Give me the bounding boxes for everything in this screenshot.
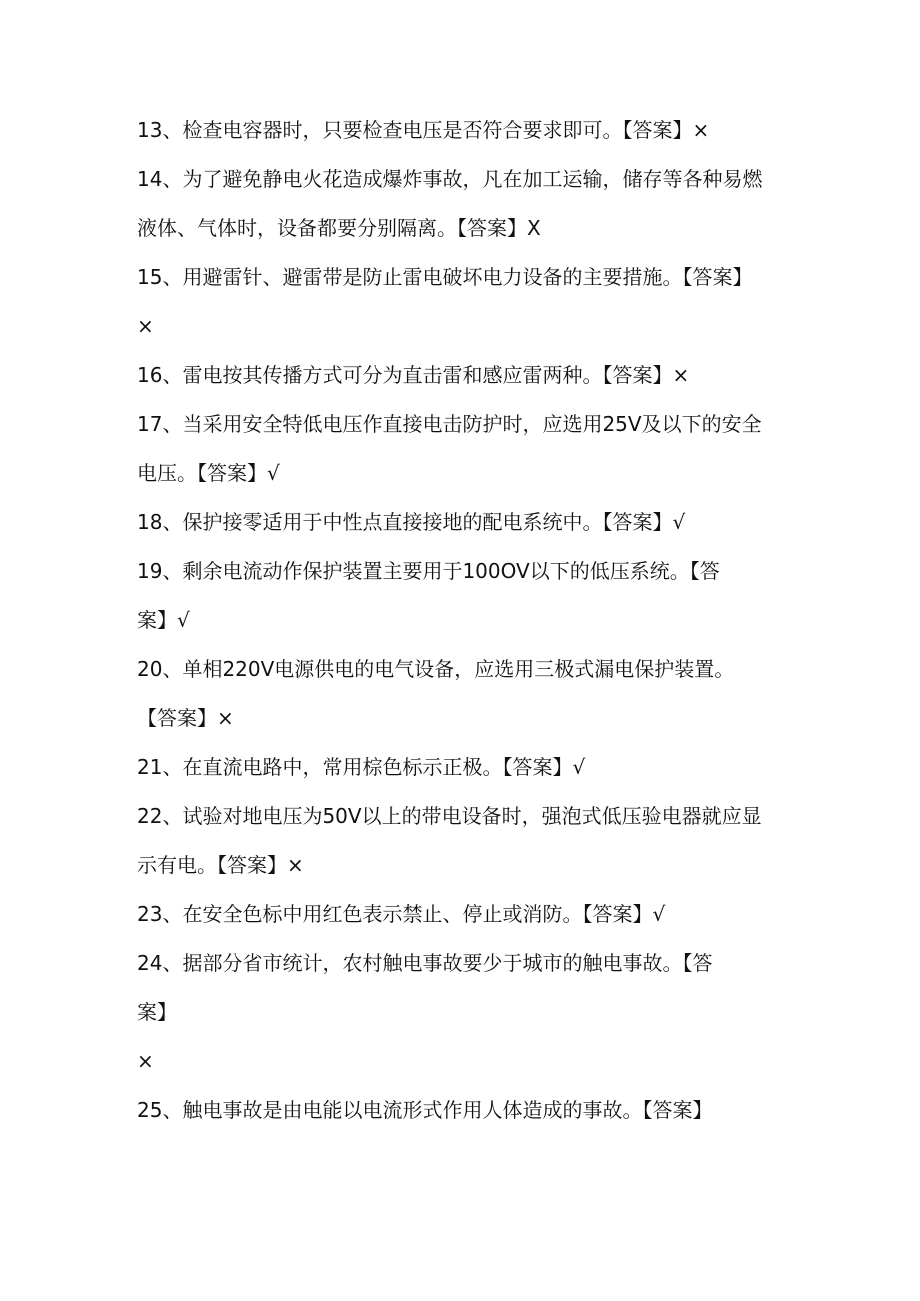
text-line-4: 15、用避雷针、避雷带是防止雷电破坏电力设备的主要措施。【答案】 — [137, 265, 753, 289]
text-line-16: 示有电。【答案】× — [137, 853, 304, 877]
text-line-3: 液体、气体时，设备都要分别隔离。【答案】X — [137, 216, 541, 240]
text-line-14: 21、在直流电路中，常用棕色标示正极。【答案】√ — [137, 755, 586, 779]
text-line-15: 22、试验对地电压为50V以上的带电设备时，强泡式低压验电器就应显 — [137, 804, 762, 828]
text-line-21: 25、触电事故是由电能以电流形式作用人体造成的事故。【答案】 — [137, 1098, 713, 1122]
text-line-17: 23、在安全色标中用红色表示禁止、停止或消防。【答案】√ — [137, 902, 666, 926]
text-line-13: 【答案】× — [137, 706, 234, 730]
text-line-18: 24、据部分省市统计，农村触电事故要少于城市的触电事故。【答 — [137, 951, 713, 975]
text-line-11: 案】√ — [137, 608, 190, 632]
text-line-19: 案】 — [137, 1000, 177, 1024]
text-line-20: × — [137, 1049, 154, 1073]
text-line-1: 13、检查电容器时，只要检查电压是否符合要求即可。【答案】× — [137, 118, 710, 142]
text-line-10: 19、剩余电流动作保护装置主要用于100OV以下的低压系统。【答 — [137, 559, 720, 583]
text-line-5: × — [137, 314, 154, 338]
text-line-7: 17、当采用安全特低电压作直接电击防护时，应选用25V及以下的安全 — [137, 412, 762, 436]
text-line-9: 18、保护接零适用于中性点直接接地的配电系统中。【答案】√ — [137, 510, 686, 534]
text-line-12: 20、单相220V电源供电的电气设备，应选用三极式漏电保护装置。 — [137, 657, 735, 681]
text-line-2: 14、为了避免静电火花造成爆炸事故，凡在加工运输，储存等各种易燃 — [137, 167, 763, 191]
text-line-6: 16、雷电按其传播方式可分为直击雷和感应雷两种。【答案】× — [137, 363, 690, 387]
text-line-8: 电压。【答案】√ — [137, 461, 280, 485]
